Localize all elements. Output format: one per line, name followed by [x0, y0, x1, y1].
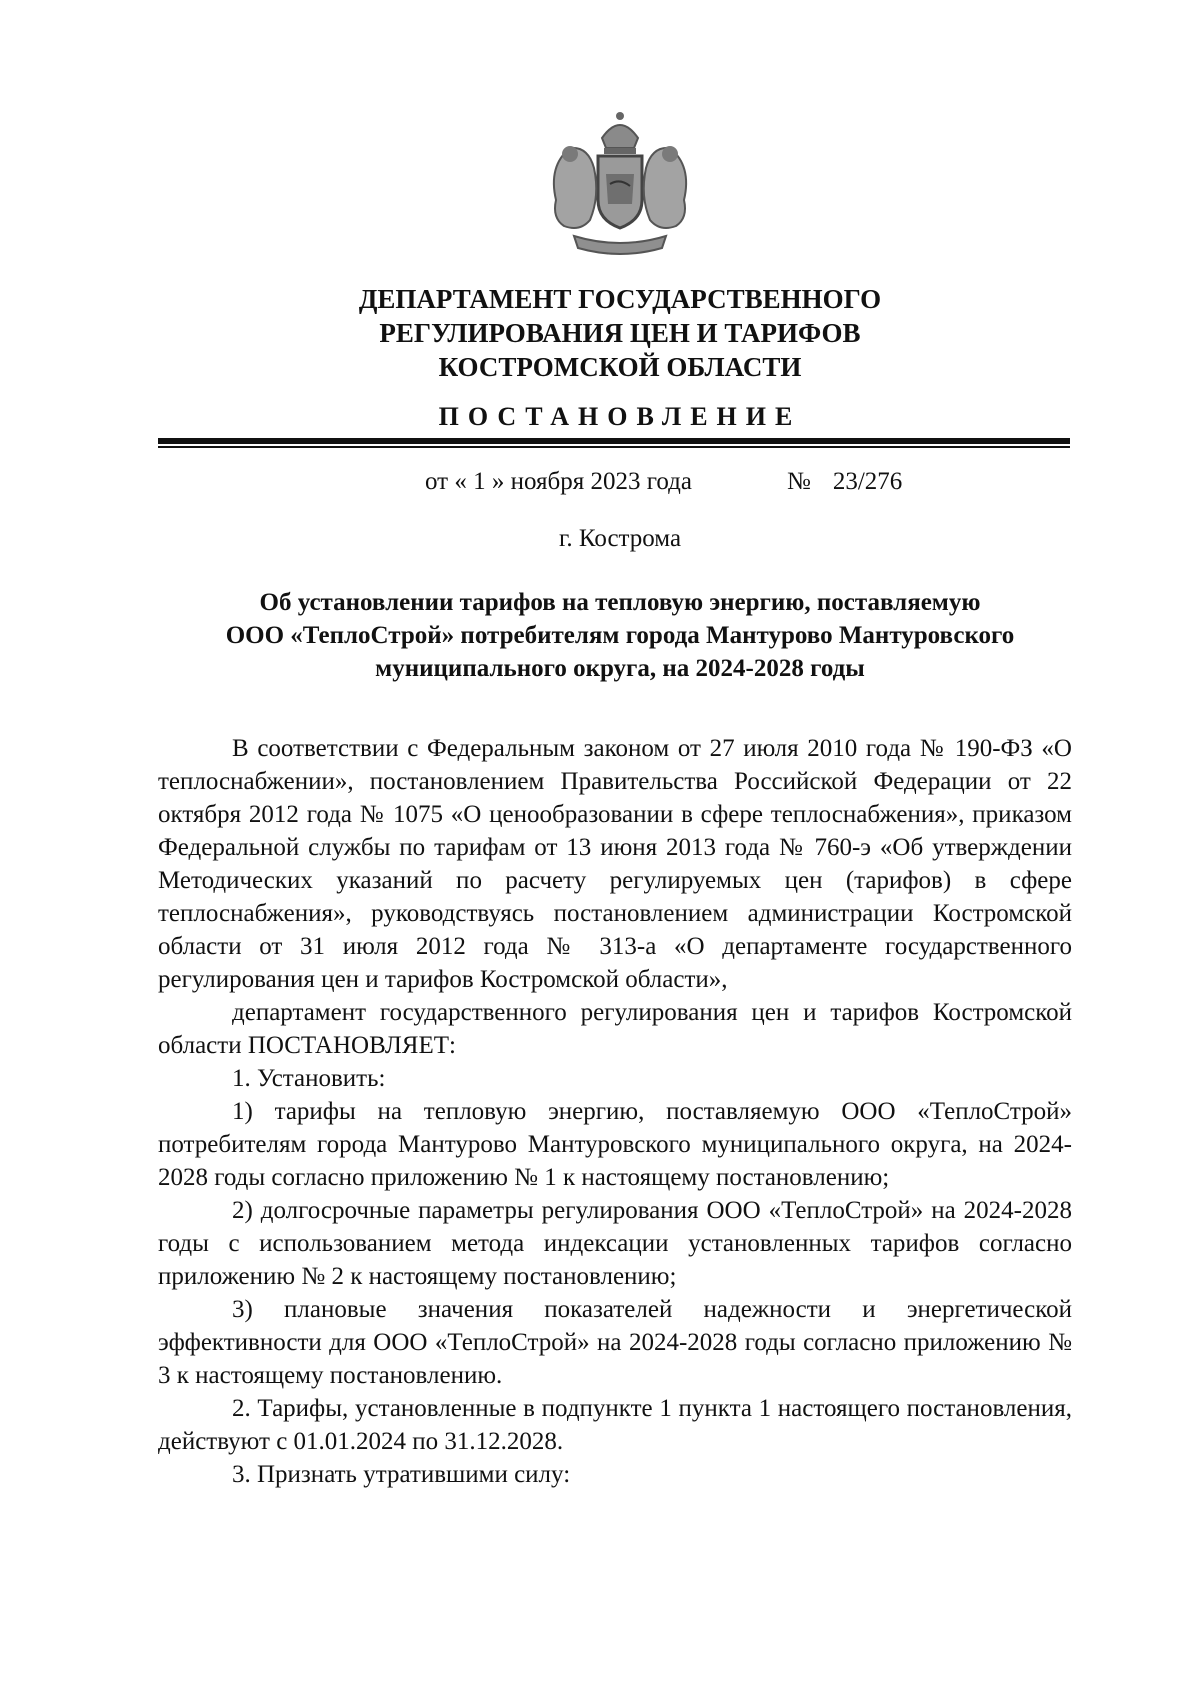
department-line: РЕГУЛИРОВАНИЯ ЦЕН И ТАРИФОВ [379, 318, 861, 348]
item-1-1: 1) тарифы на тепловую энергию, поставляемую ООО «ТеплоСтрой» потребителям города Мантурово Мантуровского муниципального округа, на 2024-2028 годы согласно приложению № 1 к настоящему постановлению; [158, 1098, 1072, 1191]
number-value: 23/276 [832, 468, 903, 495]
item-1: 1. Установить: [232, 1065, 386, 1092]
header-divider [158, 438, 1070, 444]
item-2: 2. Тарифы, установленные в подпункте 1 пункта 1 настоящего постановления, действуют с 01.01.2024 по 31.12.2028. [158, 1395, 1072, 1455]
document-body [158, 732, 1072, 1491]
item-3: 3. Признать утратившими силу: [232, 1461, 571, 1488]
department-line: КОСТРОМСКОЙ ОБЛАСТИ [438, 352, 802, 382]
resolves-paragraph: департамент государственного регулирования цен и тарифов Костромской области ПОСТАНОВЛЯЕТ: [158, 999, 1072, 1059]
subject-line: муниципального округа, на 2024-2028 годы [375, 655, 865, 682]
coat-of-arms-icon [540, 108, 700, 258]
document-type: ПОСТАНОВЛЕНИЕ [438, 402, 802, 431]
document-number [787, 468, 902, 496]
item-1-2: 2) долгосрочные параметры регулирования ООО «ТеплоСтрой» на 2024-2028 годы с использованием метода индексации установленных тарифов согласно приложению № 2 к настоящему постановлению; [158, 1197, 1072, 1290]
item-1-3: 3) плановые значения показателей надежности и энергетической эффективности для ООО «ТеплоСтрой» на 2024-2028 годы согласно приложению № 3 к настоящему постановлению. [158, 1296, 1072, 1389]
header-divider-thin [158, 446, 1070, 448]
department-line: ДЕПАРТАМЕНТ ГОСУДАРСТВЕННОГО [358, 284, 882, 314]
number-sign: № [787, 468, 811, 495]
preamble-paragraph: В соответствии с Федеральным законом от 27 июля 2010 года № 190-ФЗ «О теплоснабжении», постановлением Правительства Российской Федерации от 22 октября 2012 года № 1075 «О ценообразовании в сфере теплоснабжения», приказом Федеральной службы по тарифам от 13 июня 2013 года № 760-э «Об утверждении Методических указаний по расчету регулируемых цен (тарифов) в сфере теплоснабжения», руководствуясь постановлением администрации Костромской области от 31 июля 2012 года № 313-а «О департаменте государственного регулирования цен и тарифов Костромской области», [158, 735, 1072, 993]
document-city: г. Кострома [558, 525, 682, 552]
document-subject [160, 586, 1080, 685]
document-date: от « 1 » ноября 2023 года [425, 468, 692, 495]
subject-line: ООО «ТеплоСтрой» потребителям города Мантурово Мантуровского [225, 622, 1015, 649]
subject-line: Об установлении тарифов на тепловую энергию, поставляемую [259, 589, 981, 616]
department-name [160, 282, 1080, 384]
